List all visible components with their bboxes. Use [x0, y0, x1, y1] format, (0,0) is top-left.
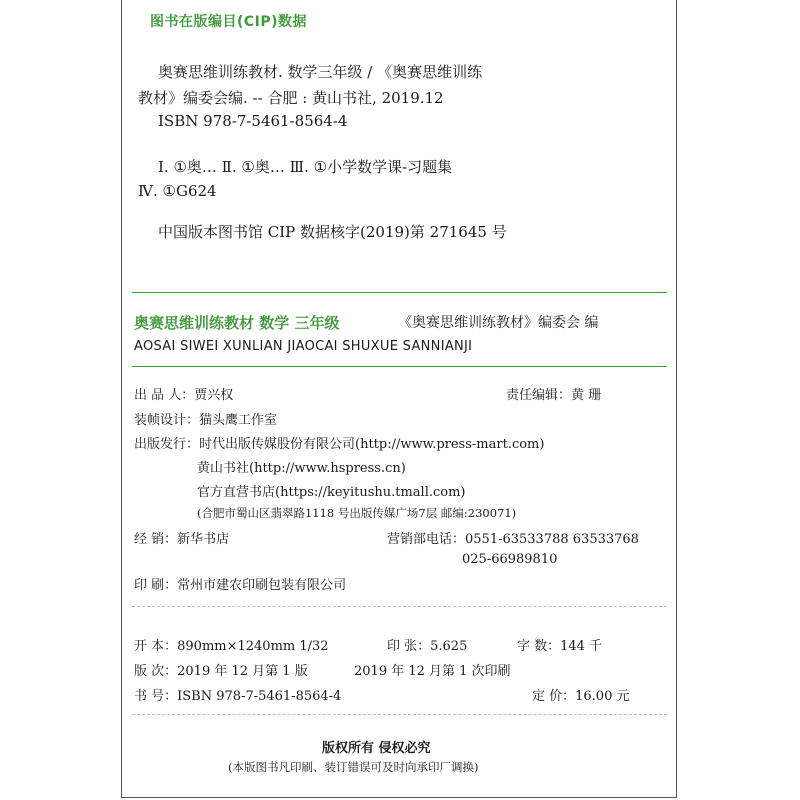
book-number: 书 号：ISBN 978-7-5461-8564-4 — [134, 689, 342, 704]
cip-line-1: 奥赛思维训练教材. 数学三年级 / 《奥赛思维训练 — [158, 63, 483, 81]
cip-line-2: 教材》编委会编. -- 合肥 : 黄山书社, 2019.12 — [138, 89, 444, 107]
bottom-dashed — [132, 714, 667, 715]
cover-design: 装帧设计：猫头鹰工作室 — [134, 413, 278, 428]
printer: 印 刷：常州市建农印刷包装有限公司 — [134, 578, 347, 593]
cip-isbn: ISBN 978-7-5461-8564-4 — [158, 112, 348, 130]
book-title: 奥赛思维训练教材 数学 三年级 — [134, 314, 340, 332]
issuer: 出版发行：时代出版传媒股份有限公司(http://www.press-mart.com) — [134, 437, 545, 452]
distributor: 经 销：新华书店 — [134, 532, 230, 547]
cip-class-line-1: Ⅰ. ①奥… Ⅱ. ①奥… Ⅲ. ①小学数学课-习题集 — [158, 158, 453, 176]
responsible-editor: 责任编辑：黄 珊 — [506, 388, 602, 403]
header-rule — [132, 366, 667, 367]
copyright-page — [121, 0, 677, 798]
price: 定 价：16.00 元 — [532, 689, 630, 704]
printing: 2019 年 12 月第 1 次印刷 — [354, 664, 511, 679]
cip-verify-number: 中国版本图书馆 CIP 数据核字(2019)第 271645 号 — [158, 223, 507, 241]
word-count: 字 数：144 千 — [517, 639, 603, 654]
cip-title: 图书在版编目(CIP)数据 — [150, 14, 308, 30]
rights-reserved: 版权所有 侵权必究 — [322, 741, 431, 756]
edition: 版 次：2019 年 12 月第 1 版 — [134, 664, 308, 679]
publisher-person: 出 品 人：贾兴权 — [134, 388, 234, 403]
title-pinyin: AOSAI SIWEI XUNLIAN JIAOCAI SHUXUE SANNIANJI — [134, 339, 473, 354]
print-sheets: 印 张：5.625 — [387, 639, 468, 654]
replacement-note: (本版图书凡印刷、装订错误可及时向承印厂调换) — [228, 760, 479, 774]
editor-credit: 《奥赛思维训练教材》编委会 编 — [398, 315, 599, 331]
cip-class-line-2: Ⅳ. ①G624 — [138, 182, 217, 200]
issuer-store: 官方直营书店(https://keyitushu.tmall.com) — [197, 485, 466, 500]
top-rule — [132, 292, 667, 293]
publisher-address: (合肥市蜀山区翡翠路1118 号出版传媒广场7层 邮编:230071) — [197, 506, 517, 520]
sales-phone-2: 025-66989810 — [462, 552, 558, 567]
divider-dashed — [132, 606, 667, 607]
sales-phone: 营销部电话：0551-63533788 63533768 — [387, 532, 639, 547]
issuer-publisher: 黄山书社(http://www.hspress.cn) — [197, 461, 406, 476]
book-format: 开 本：890mm×1240mm 1/32 — [134, 639, 329, 654]
